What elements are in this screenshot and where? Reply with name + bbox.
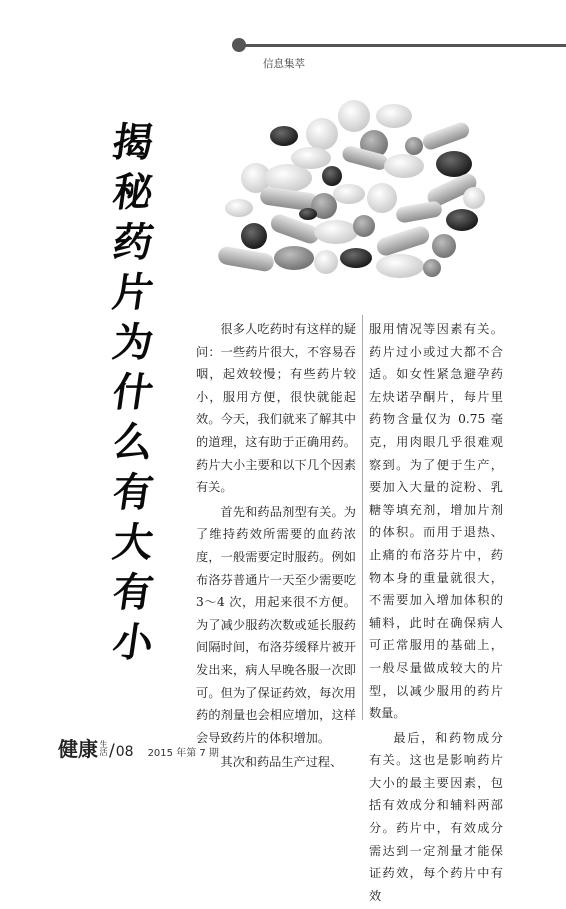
headline-char: 大 <box>109 520 157 566</box>
issue-label: 2015 年第 7 期 <box>147 748 219 759</box>
headline-char: 为 <box>109 320 157 366</box>
article-column-2 <box>369 318 503 909</box>
headline-char: 小 <box>109 620 157 666</box>
magazine-brand-small: 生活 <box>99 740 108 756</box>
headline <box>108 118 158 668</box>
paragraph: 很多人吃药时有这样的疑问：一些药片很大，不容易吞咽，起效较慢；有些药片较小，服用方便，很快就能起效。今天，我们就来了解其中的道理，这有助于正确用药。药片大小主要和以下几个因素有关。 <box>196 322 356 495</box>
magazine-brand: 健康 <box>58 737 98 761</box>
headline-char: 有 <box>109 470 157 516</box>
headline-char: 么 <box>109 420 157 466</box>
headline-char: 有 <box>109 570 157 616</box>
footer <box>58 733 228 762</box>
headline-char: 什 <box>109 370 157 416</box>
headline-char: 揭 <box>109 120 157 166</box>
header-rule <box>241 44 566 47</box>
pills-photo <box>204 86 496 284</box>
article-column-1 <box>196 318 356 776</box>
paragraph: 最后，和药物成分有关。这也是影响药片大小的最主要因素，包括有效成分和辅料两部分。药片中，有效成分需达到一定剂量才能保证药效，每个药片中有效 <box>369 730 503 903</box>
headline-char: 片 <box>109 270 157 316</box>
headline-char: 药 <box>109 220 157 266</box>
paragraph: 其次和药品生产过程、 <box>220 755 343 770</box>
paragraph: 首先和药品剂型有关。为了维持药效所需要的血药浓度，一般需要定时服药。例如布洛芬普通片一天至少需要吃 3～4 次，用起来很不方便。为了减少服药次数或延长服药间隔时间，布洛芬缓释片被开发出来，病人早晚各服一次即可。但为了保证药效，每次用药的剂量也会相应增加，这样会导致药片的体积增加。 <box>196 504 356 745</box>
paragraph: 服用情况等因素有关。药片过小或过大都不合适。如女性紧急避孕药左炔诺孕酮片，每片里药物含量仅为 0.75 毫克，用肉眼几乎很难观察到。为了便于生产，要加入大量的淀粉、乳糖等填充剂，增加片剂的体积。而用于退热、止痛的布洛芬片中，药物本身的重量就很大，不需要加入增加体积的辅料，此时在确保病人可正常服用的基础上，一般尽量做成较大的片型，以减少服用的药片数量。 <box>369 322 503 721</box>
column-divider <box>362 315 363 720</box>
page-number: 08 <box>115 744 134 760</box>
footer-slash: / <box>109 741 115 761</box>
section-label: 信息集萃 <box>263 58 305 70</box>
headline-char: 秘 <box>109 170 157 216</box>
